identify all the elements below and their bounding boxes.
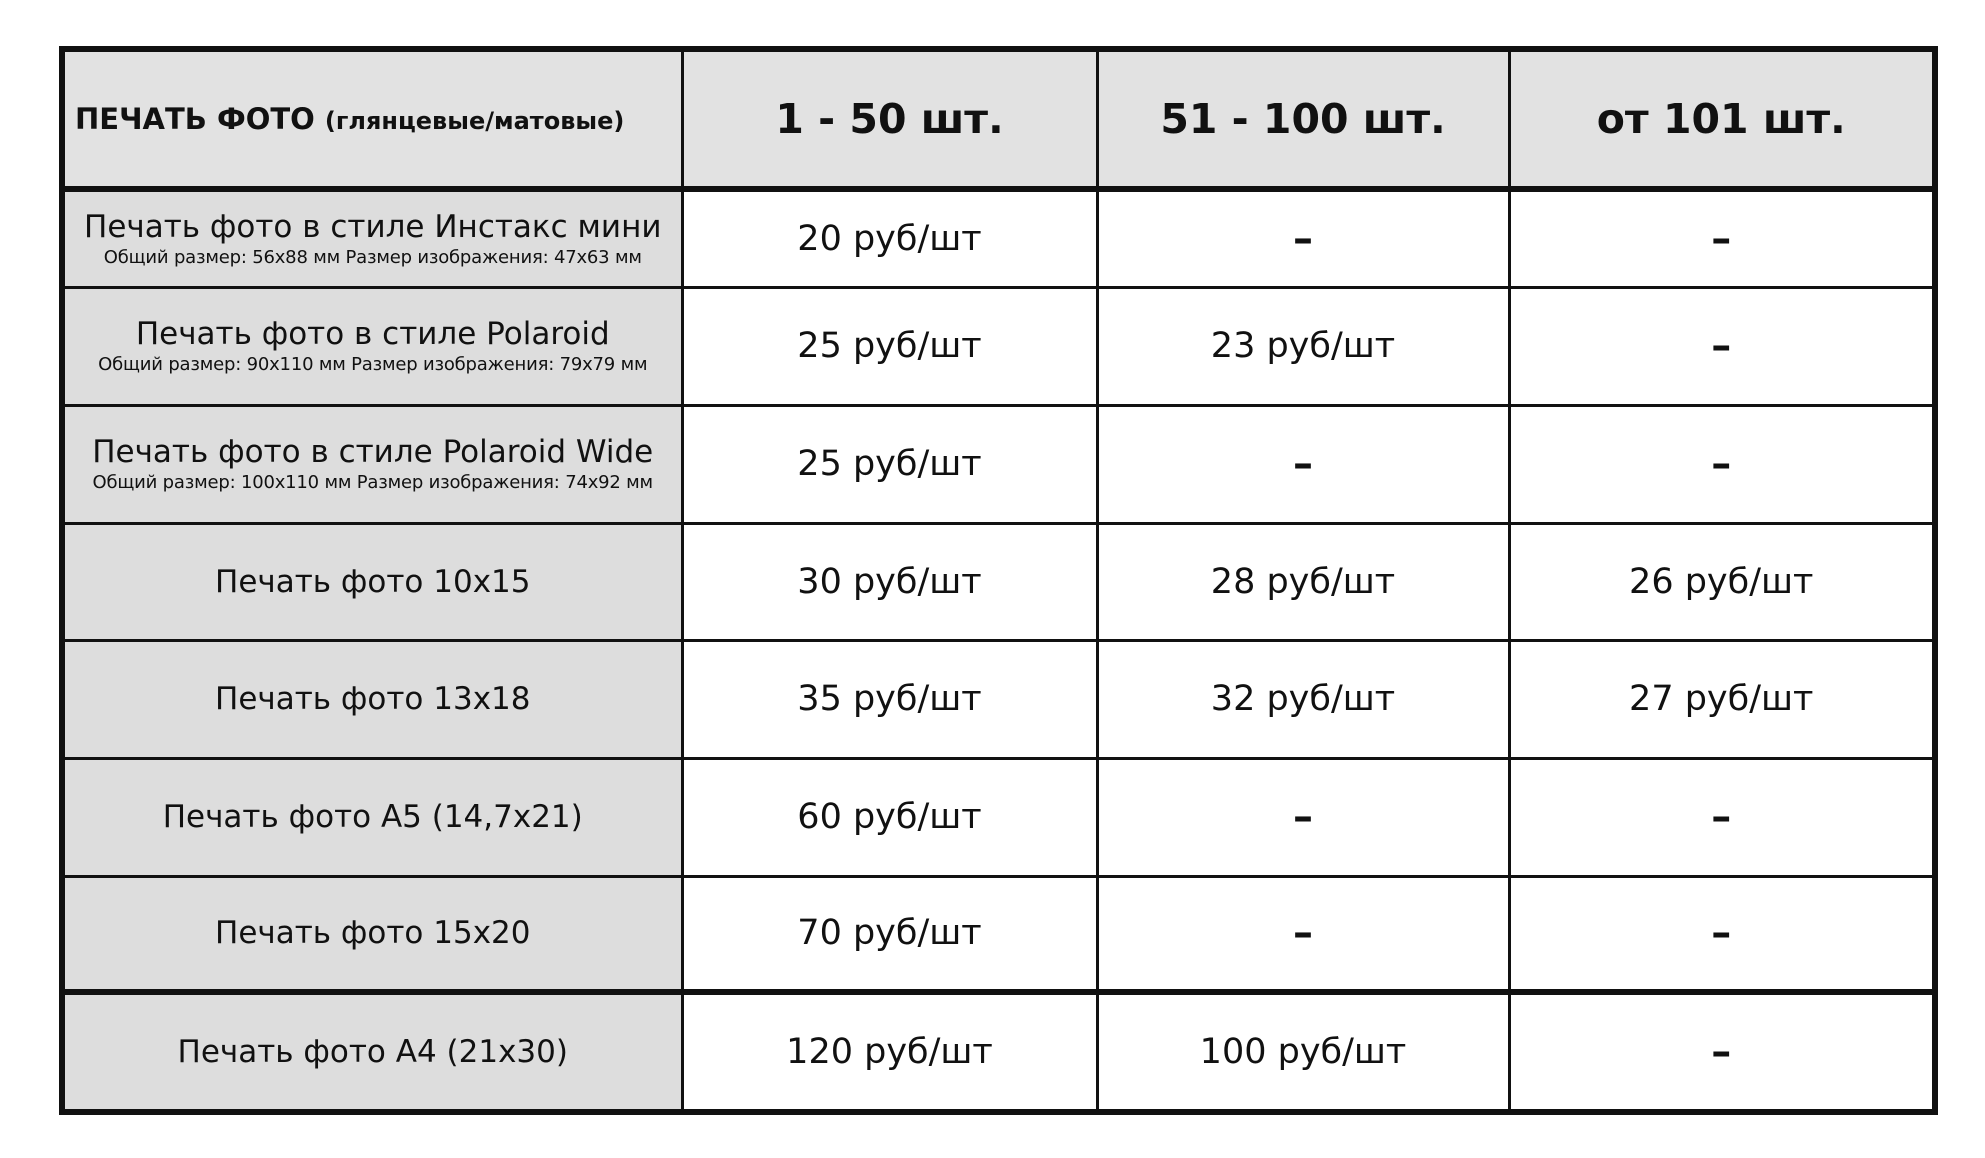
price-1-50: 120 руб/шт — [682, 992, 1097, 1112]
product-name-cell — [62, 189, 682, 287]
product-name-cell — [62, 405, 682, 523]
product-name-cell — [62, 523, 682, 640]
table-row — [62, 640, 1935, 758]
price-101-plus: – — [1509, 992, 1935, 1112]
product-name-cell — [62, 992, 682, 1112]
price-51-100: – — [1097, 758, 1509, 876]
price-101-plus: – — [1509, 405, 1935, 523]
product-name: Печать фото в стиле Инстакс мини — [84, 208, 662, 245]
table-row — [62, 189, 1935, 287]
price-101-plus: 27 руб/шт — [1509, 640, 1935, 758]
price-1-50: 70 руб/шт — [682, 876, 1097, 992]
product-name-cell — [62, 640, 682, 758]
product-name: Печать фото 13х18 — [215, 681, 531, 717]
product-name: Печать фото 10х15 — [215, 563, 531, 600]
price-51-100: 32 руб/шт — [1097, 640, 1509, 758]
product-name: Печать фото А4 (21х30) — [177, 1034, 568, 1070]
product-details: Общий размер: 90x110 мм Размер изображения: 79x79 мм — [98, 354, 648, 375]
price-51-100: – — [1097, 876, 1509, 992]
header-qty-1-50: 1 - 50 шт. — [682, 49, 1097, 189]
product-name: Печать фото в стиле Polaroid — [135, 316, 610, 352]
price-101-plus: – — [1509, 287, 1935, 405]
table-header-row — [62, 49, 1935, 189]
price-1-50: 35 руб/шт — [682, 640, 1097, 758]
product-name-cell — [62, 758, 682, 876]
price-1-50: 60 руб/шт — [682, 758, 1097, 876]
price-table — [59, 46, 1938, 1115]
price-101-plus: – — [1509, 758, 1935, 876]
price-51-100: 28 руб/шт — [1097, 523, 1509, 640]
price-101-plus: – — [1509, 189, 1935, 287]
price-1-50: 30 руб/шт — [682, 523, 1097, 640]
product-details: Общий размер: 100x110 мм Размер изображения: 74x92 мм — [92, 472, 653, 493]
product-details: Общий размер: 56x88 мм Размер изображения: 47x63 мм — [103, 246, 642, 268]
price-1-50: 25 руб/шт — [682, 405, 1097, 523]
product-name: Печать фото А5 (14,7х21) — [162, 799, 583, 835]
product-name-cell — [62, 287, 682, 405]
header-subtitle: (глянцевые/матовые) — [324, 107, 625, 135]
table-row — [62, 405, 1935, 523]
price-1-50: 20 руб/шт — [682, 189, 1097, 287]
price-51-100: – — [1097, 405, 1509, 523]
price-1-50: 25 руб/шт — [682, 287, 1097, 405]
product-name-cell — [62, 876, 682, 992]
price-101-plus: 26 руб/шт — [1509, 523, 1935, 640]
header-title: ПЕЧАТЬ ФОТО — [75, 102, 315, 136]
header-title-cell — [62, 49, 682, 189]
header-qty-101-plus: от 101 шт. — [1509, 49, 1935, 189]
product-name: Печать фото 15х20 — [215, 915, 531, 952]
price-51-100: – — [1097, 189, 1509, 287]
product-name: Печать фото в стиле Polaroid Wide — [92, 434, 654, 470]
table-row — [62, 758, 1935, 876]
price-101-plus: – — [1509, 876, 1935, 992]
price-51-100: 23 руб/шт — [1097, 287, 1509, 405]
table-row — [62, 876, 1935, 992]
table-row — [62, 523, 1935, 640]
price-51-100: 100 руб/шт — [1097, 992, 1509, 1112]
header-qty-51-100: 51 - 100 шт. — [1097, 49, 1509, 189]
table-row — [62, 992, 1935, 1112]
table-row — [62, 287, 1935, 405]
